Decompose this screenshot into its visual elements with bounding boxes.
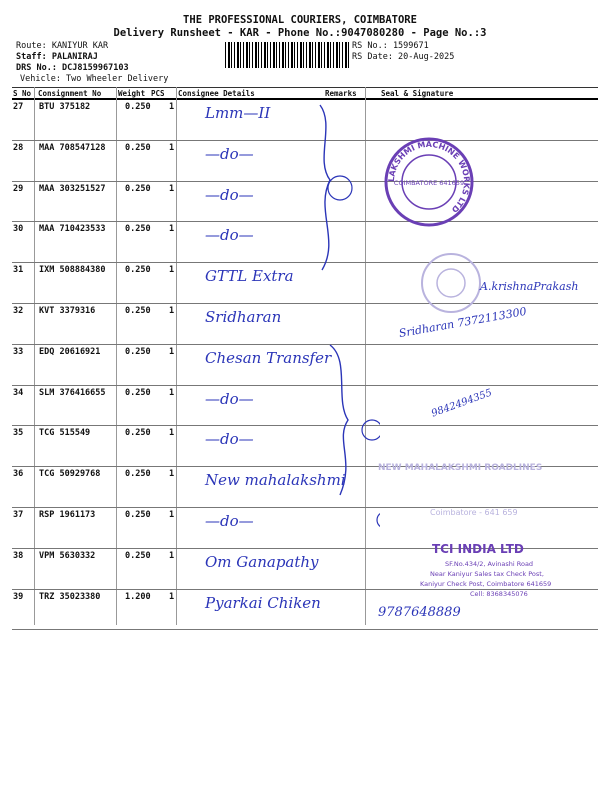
row-sno: 34 xyxy=(13,387,24,398)
row-consignee: Pyarkai Chiken xyxy=(205,593,321,612)
row-consignment: EDQ 20616921 xyxy=(39,346,101,357)
roadlines-stamp-name: NEW MAHALAKSHMI ROADLINES xyxy=(378,463,543,473)
row-pcs: 1 xyxy=(169,346,175,357)
lakshmi-ring-text: LAKSHMI MACHINE WORKS LTD xyxy=(386,139,472,215)
row-sno: 38 xyxy=(13,550,24,561)
tci-stamp-cell: Cell: 8368345076 xyxy=(470,590,528,598)
row-sno: 36 xyxy=(13,469,24,480)
row-consignee: —do— xyxy=(205,185,254,204)
col-remarks: Remarks xyxy=(325,89,357,98)
row-consignment: TCG 515549 xyxy=(39,428,91,439)
row-weight: 0.250 xyxy=(125,469,151,480)
row-sno: 29 xyxy=(13,183,24,194)
signature-3: 9842494355 xyxy=(430,387,494,420)
row-consignment: MAA 710423533 xyxy=(39,224,106,235)
row-weight: 0.250 xyxy=(125,306,151,316)
row-consignee: —do— xyxy=(205,389,254,408)
header-top-rule xyxy=(12,87,598,88)
row-weight: 1.200 xyxy=(125,591,151,602)
row-consignee: Lmm—II xyxy=(205,104,271,122)
row-pcs: 1 xyxy=(169,550,175,561)
route: Route: KANIYUR KAR xyxy=(16,41,109,51)
row-weight: 0.250 xyxy=(125,346,151,357)
row-weight: 0.250 xyxy=(125,428,151,439)
lakshmi-stamp xyxy=(383,136,475,228)
col-pcs: PCS xyxy=(151,89,165,98)
col-seal: Seal & Signature xyxy=(381,89,454,98)
row-pcs: 1 xyxy=(169,183,175,194)
row-consignee: Om Ganapathy xyxy=(205,552,319,571)
consignee-brace-marks xyxy=(300,100,380,560)
row-consignment: VPM 5630332 xyxy=(39,550,96,561)
row-pcs: 1 xyxy=(169,591,175,602)
row-consignment: TRZ 35023380 xyxy=(39,591,101,602)
tci-stamp-name: TCI INDIA LTD xyxy=(432,542,524,556)
row-sno: 28 xyxy=(13,142,24,153)
col-consignment: Consignment No xyxy=(38,89,102,98)
vehicle: Vehicle: Two Wheeler Delivery xyxy=(20,74,169,84)
row-consignment: IXM 508884380 xyxy=(39,265,106,276)
row-weight: 0.250 xyxy=(125,142,151,153)
row-weight: 0.250 xyxy=(125,387,151,398)
lakshmi-inner-text: COIMBATORE 641659 xyxy=(393,179,465,187)
row-pcs: 1 xyxy=(169,306,175,316)
row-consignment: MAA 303251527 xyxy=(39,183,106,194)
signature-2: Sridharan 7372113300 xyxy=(397,304,528,341)
drs-number: DRS No.: DCJ8159967103 xyxy=(16,63,129,73)
tci-stamp-addr3: Kaniyur Check Post, Coimbatore 641659 xyxy=(420,580,552,588)
row-pcs: 1 xyxy=(169,469,175,480)
row-weight: 0.250 xyxy=(125,510,151,520)
signature-4: 9787648889 xyxy=(378,605,461,620)
barcode xyxy=(225,42,349,68)
tci-stamp-addr1: SF.No.434/2, Avinashi Road xyxy=(445,560,534,568)
roadlines-stamp-branch: Coimbatore - 641 659 xyxy=(430,508,518,517)
tci-stamp-addr2: Near Kaniyur Sales tax Check Post, xyxy=(430,570,544,578)
row-consignee: GTTL Extra xyxy=(205,267,294,286)
row-sno: 31 xyxy=(13,265,24,276)
row-pcs: 1 xyxy=(169,102,175,112)
col-weight: Weight xyxy=(118,89,146,98)
row-pcs: 1 xyxy=(169,265,175,276)
row-sno: 32 xyxy=(13,306,24,316)
row-sno: 37 xyxy=(13,510,24,520)
row-consignee: —do— xyxy=(205,430,254,449)
row-sno: 27 xyxy=(13,102,24,112)
vline-1 xyxy=(34,87,35,625)
row-pcs: 1 xyxy=(169,224,175,235)
vline-3 xyxy=(176,87,177,625)
row-pcs: 1 xyxy=(169,510,175,520)
row-consignment: KVT 3379316 xyxy=(39,306,96,316)
row-weight: 0.250 xyxy=(125,550,151,561)
row-sno: 35 xyxy=(13,428,24,439)
vline-2 xyxy=(116,87,117,625)
row-pcs: 1 xyxy=(169,387,175,398)
row-consignee: —do— xyxy=(205,144,254,163)
row-weight: 0.250 xyxy=(125,224,151,235)
row-consignment: BTU 375182 xyxy=(39,102,91,112)
row-pcs: 1 xyxy=(169,142,175,153)
signature-1: A.krishnaPrakash xyxy=(480,280,579,293)
header-company: THE PROFESSIONAL COURIERS, COIMBATORE xyxy=(183,14,417,26)
row-consignee: —do— xyxy=(205,226,254,245)
row-pcs: 1 xyxy=(169,428,175,439)
col-sno: S No xyxy=(13,89,32,98)
row-sno: 30 xyxy=(13,224,24,235)
row-consignee: Chesan Transfer xyxy=(205,348,332,367)
row-consignee: —do— xyxy=(205,512,254,530)
row-consignee: New mahalakshmi xyxy=(205,471,346,490)
row-sno: 33 xyxy=(13,346,24,357)
row-weight: 0.250 xyxy=(125,183,151,194)
row-divider xyxy=(12,629,598,630)
row-consignment: RSP 1961173 xyxy=(39,510,96,520)
col-consignee: Consignee Details xyxy=(178,89,255,98)
row-consignment: MAA 708547128 xyxy=(39,142,106,153)
round-seal xyxy=(420,252,482,314)
row-consignment: SLM 376416655 xyxy=(39,387,106,398)
rs-date: RS Date: 20-Aug-2025 xyxy=(352,52,455,62)
row-weight: 0.250 xyxy=(125,102,151,112)
rs-number: RS No.: 1599671 xyxy=(352,41,429,51)
row-sno: 39 xyxy=(13,591,24,602)
header-subtitle: Delivery Runsheet - KAR - Phone No.:9047080280 - Page No.:3 xyxy=(113,27,487,39)
staff: Staff: PALANIRAJ xyxy=(16,52,98,62)
row-consignment: TCG 50929768 xyxy=(39,469,101,480)
row-weight: 0.250 xyxy=(125,265,151,276)
row-consignee: Sridharan xyxy=(205,308,282,326)
